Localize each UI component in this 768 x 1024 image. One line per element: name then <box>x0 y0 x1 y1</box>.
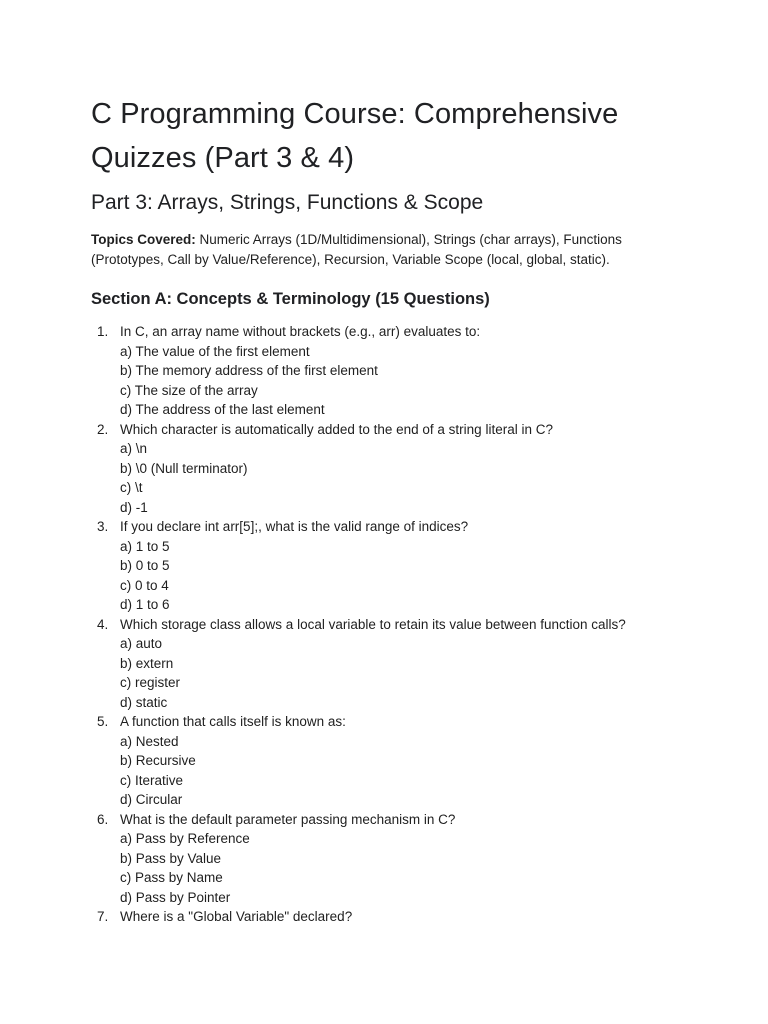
question-number: 1. <box>97 324 109 339</box>
answer-option: d) Pass by Pointer <box>120 889 231 905</box>
answer-option: d) The address of the last element <box>120 402 325 417</box>
question-text: Where is a "Global Variable" declared? <box>120 909 353 924</box>
topics-label: Topics Covered: <box>91 232 196 247</box>
question-number: 6. <box>97 811 109 827</box>
answer-option: c) 0 to 4 <box>120 577 169 593</box>
topics-paragraph <box>91 230 691 270</box>
answer-option: c) register <box>120 675 181 690</box>
answer-option: c) \t <box>120 480 143 495</box>
question-text: A function that calls itself is known as: <box>120 714 346 729</box>
answer-option: c) The size of the array <box>120 382 258 398</box>
answer-option: b) extern <box>120 655 174 671</box>
question-number: 3. <box>97 519 109 534</box>
question-text: In C, an array name without brackets (e.g., arr) evaluates to: <box>120 324 481 339</box>
answer-option: a) Nested <box>120 733 179 749</box>
section-heading: Section A: Concepts & Terminology (15 Questions) <box>91 290 490 308</box>
answer-option: b) 0 to 5 <box>120 558 170 573</box>
topics-text: Numeric Arrays (1D/Multidimensional), Strings (char arrays), Functions (Prototypes, Call by Value/Reference), Recursion, Variable Scope (local, global, static). <box>91 232 622 267</box>
question-number: 7. <box>97 909 109 924</box>
answer-option: b) The memory address of the first element <box>120 363 378 378</box>
question-number: 2. <box>97 421 109 437</box>
answer-option: c) Iterative <box>120 772 184 788</box>
answer-option: c) Pass by Name <box>120 870 223 885</box>
question-text: If you declare int arr[5];, what is the valid range of indices? <box>120 519 469 534</box>
question-item <box>91 420 691 518</box>
question-text: Which storage class allows a local variable to retain its value between function calls? <box>120 616 626 632</box>
answer-option: a) The value of the first element <box>120 343 310 359</box>
answer-option: a) 1 to 5 <box>120 538 170 554</box>
question-number: 5. <box>97 714 109 729</box>
answer-option: d) 1 to 6 <box>120 597 170 612</box>
page-title: C Programming Course: Comprehensive Quizzes (Part 3 & 4) <box>91 98 619 174</box>
question-item <box>91 615 691 713</box>
answer-option: b) Pass by Value <box>120 850 222 866</box>
question-item <box>91 322 691 420</box>
part-heading: Part 3: Arrays, Strings, Functions & Scope <box>91 191 484 214</box>
answer-option: b) \0 (Null terminator) <box>120 460 248 476</box>
answer-option: d) Circular <box>120 792 183 807</box>
question-item <box>91 517 691 615</box>
question-text: What is the default parameter passing mechanism in C? <box>120 811 456 827</box>
answer-option: b) Recursive <box>120 753 196 768</box>
question-number: 4. <box>97 616 109 632</box>
answer-option: d) static <box>120 694 168 710</box>
answer-option: a) auto <box>120 636 163 651</box>
question-list <box>91 322 691 927</box>
question-item <box>91 810 691 908</box>
question-text: Which character is automatically added to the end of a string literal in C? <box>120 421 553 437</box>
answer-option: d) -1 <box>120 499 148 515</box>
question-item <box>91 907 691 927</box>
document-page <box>91 92 691 927</box>
question-item <box>91 712 691 810</box>
answer-option: a) Pass by Reference <box>120 831 250 846</box>
answer-option: a) \n <box>120 441 148 456</box>
